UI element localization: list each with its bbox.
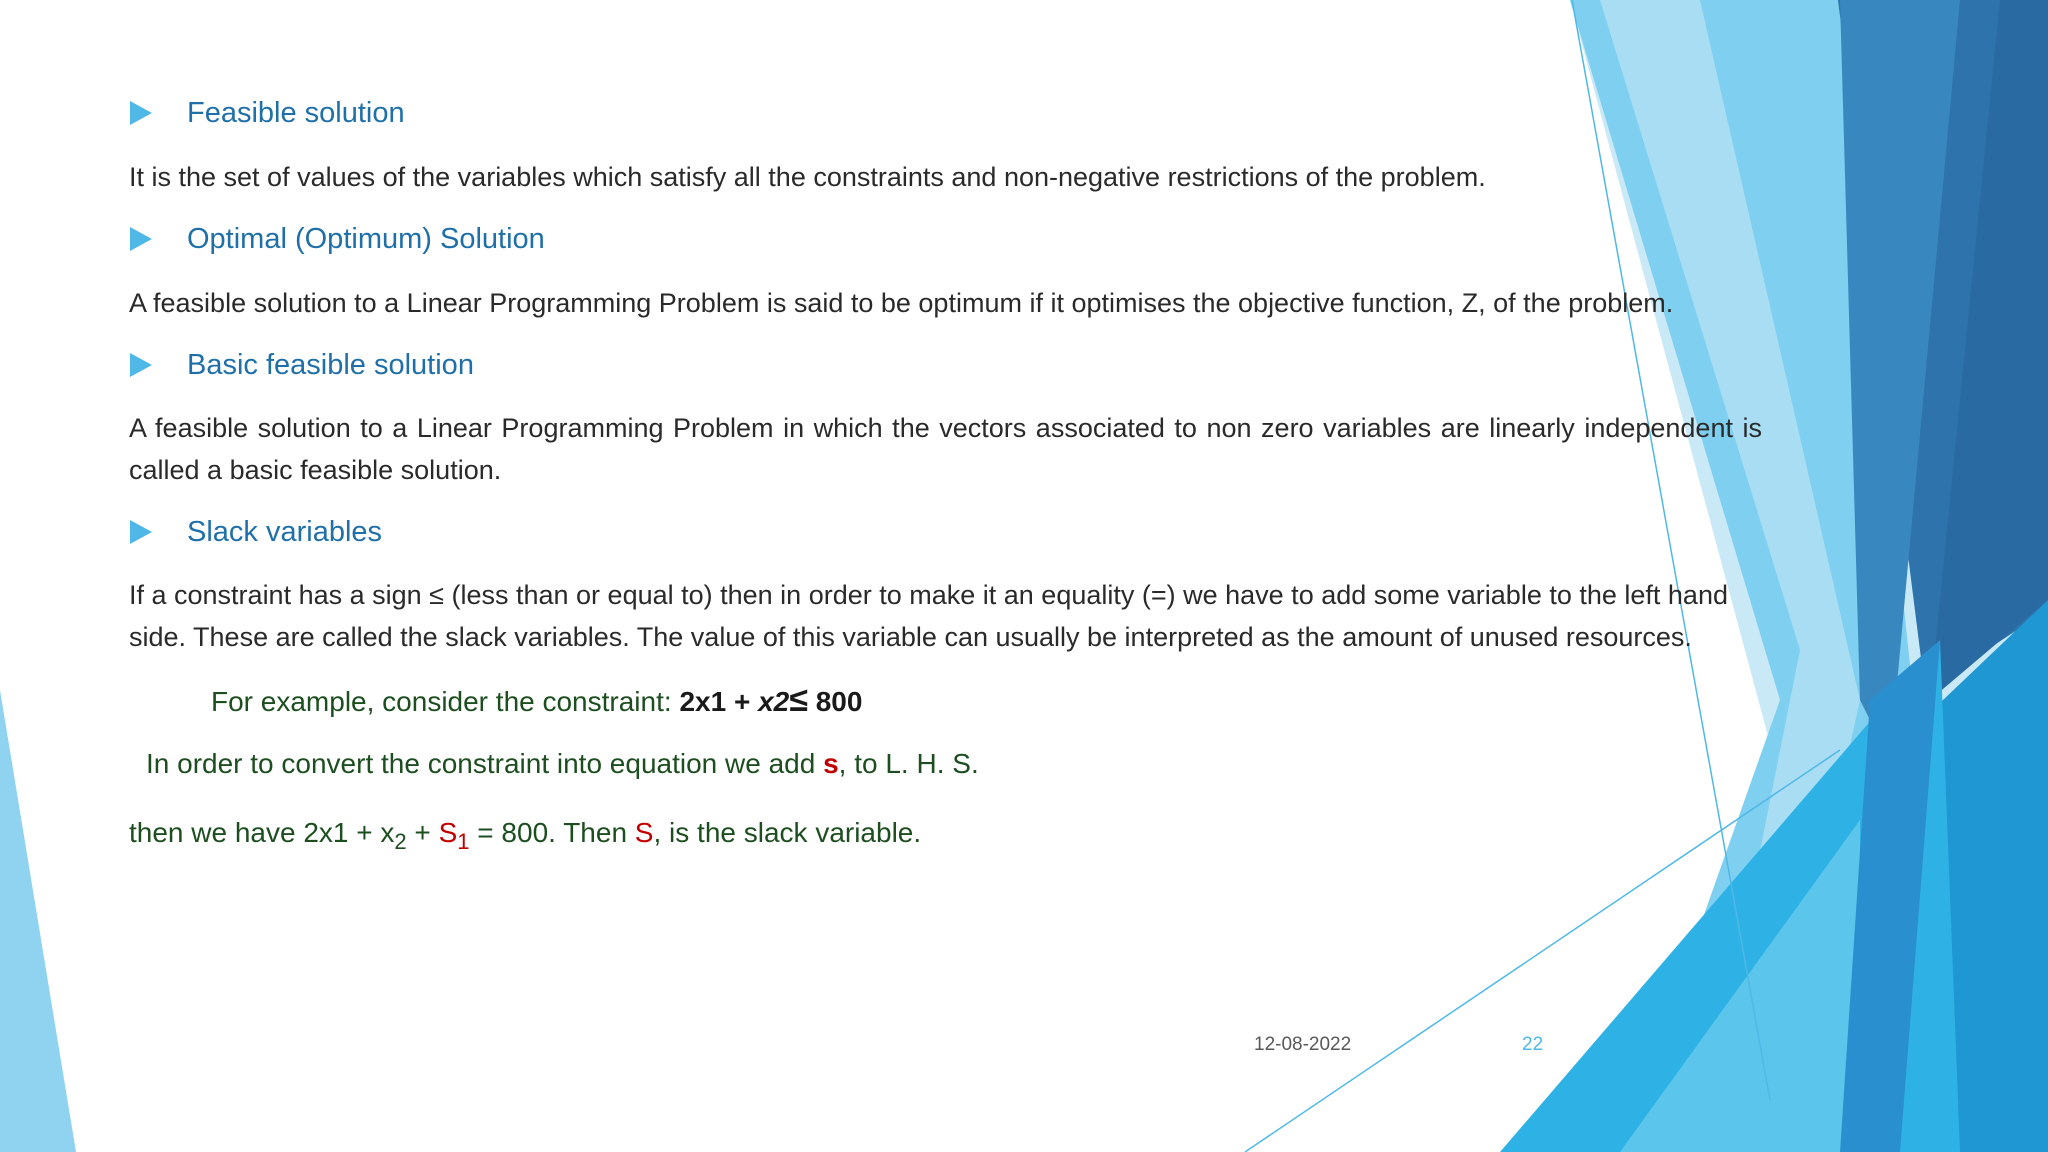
convert-suffix: , to L. H. S. bbox=[838, 748, 979, 779]
slack-variable-S: S bbox=[634, 817, 654, 848]
section-basic-feasible-solution bbox=[130, 345, 474, 385]
example-term-x2: x2 bbox=[758, 686, 790, 717]
less-equal-symbol: ≤ bbox=[789, 681, 808, 719]
section-feasible-solution bbox=[130, 93, 405, 133]
triangle-bullet-icon bbox=[130, 101, 152, 125]
example-result-line bbox=[129, 817, 921, 855]
result-prefix: then we have 2x1 + x bbox=[129, 817, 395, 848]
section-body: It is the set of values of the variables which satisfy all the constraints and non-negative restrictions of the problem. bbox=[129, 162, 1486, 192]
section-optimal-solution bbox=[130, 219, 545, 259]
example-convert-line bbox=[146, 748, 979, 780]
result-suffix: , is the slack variable. bbox=[653, 817, 922, 848]
result-plus: + bbox=[406, 817, 439, 848]
section-body: A feasible solution to a Linear Programming Problem is said to be optimum if it optimises the objective function, Z, of the problem. bbox=[129, 288, 1674, 318]
subscript-1: 1 bbox=[457, 829, 470, 854]
section-body: If a constraint has a sign ≤ (less than or equal to) then in order to make it an equality (=) we have to add some variable to the left hand side. These are called the slack variables. The value of this variable can usually be interpreted as the amount of unused resources. bbox=[129, 580, 1728, 652]
section-heading: Optimal (Optimum) Solution bbox=[187, 222, 545, 255]
convert-prefix: In order to convert the constraint into equation we add bbox=[146, 748, 824, 779]
section-heading: Slack variables bbox=[187, 515, 383, 548]
result-middle: = 800. Then bbox=[469, 817, 635, 848]
slack-variable-s: s bbox=[823, 748, 839, 779]
example-prefix: For example, consider the constraint: bbox=[211, 686, 680, 717]
example-term-2x1: 2x1 bbox=[679, 686, 727, 717]
footer-date: 12-08-2022 bbox=[1254, 1034, 1352, 1055]
section-body: A feasible solution to a Linear Programming Problem in which the vectors associated to non zero variables are linearly independent is called a basic feasible solution. bbox=[129, 413, 1762, 485]
triangle-bullet-icon bbox=[130, 353, 152, 377]
subscript-2: 2 bbox=[394, 829, 407, 854]
section-heading: Basic feasible solution bbox=[187, 348, 474, 381]
triangle-bullet-icon bbox=[130, 520, 152, 544]
section-slack-variables bbox=[130, 512, 382, 552]
example-constraint-line bbox=[211, 681, 862, 720]
triangle-bullet-icon bbox=[130, 227, 152, 251]
page-number: 22 bbox=[1522, 1034, 1544, 1055]
example-plus: + bbox=[726, 686, 759, 717]
section-heading: Feasible solution bbox=[187, 96, 405, 129]
slack-variable-S1: S bbox=[438, 817, 458, 848]
example-rhs: 800 bbox=[807, 686, 863, 717]
